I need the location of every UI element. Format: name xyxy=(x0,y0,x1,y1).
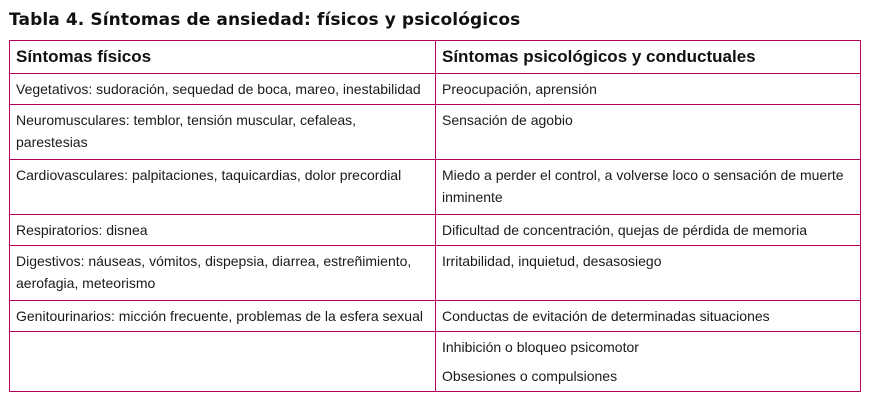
psychological-symptom-cell: Preocupación, aprensión xyxy=(436,74,861,105)
table-row xyxy=(10,160,861,215)
physical-symptom-cell-empty xyxy=(10,332,436,392)
psychological-symptom-cell: Irritabilidad, inquietud, desasosiego xyxy=(436,246,861,301)
psychological-symptom-cell: Miedo a perder el control, a volverse loco o sensación de muerte inminente xyxy=(436,160,861,215)
psychological-symptom-cell xyxy=(436,332,861,392)
psychological-symptom-cell: Sensación de agobio xyxy=(436,105,861,160)
table-row xyxy=(10,246,861,301)
table-row xyxy=(10,332,861,392)
psychological-symptom-line: Obsesiones o compulsiones xyxy=(442,368,618,384)
physical-symptom-cell: Genitourinarios: micción frecuente, problemas de la esfera sexual xyxy=(10,301,436,332)
psychological-symptom-cell: Conductas de evitación de determinadas situaciones xyxy=(436,301,861,332)
table-row xyxy=(10,105,861,160)
psychological-symptom-line: Inhibición o bloqueo psicomotor xyxy=(442,339,639,355)
physical-symptom-cell: Digestivos: náuseas, vómitos, dispepsia, diarrea, estreñimiento, aerofagia, meteorismo xyxy=(10,246,436,301)
symptoms-table xyxy=(9,40,861,392)
physical-symptom-cell: Respiratorios: disnea xyxy=(10,215,436,246)
table-row xyxy=(10,215,861,246)
physical-symptom-cell: Vegetativos: sudoración, sequedad de boca, mareo, inestabilidad xyxy=(10,74,436,105)
header-physical-symptoms: Síntomas físicos xyxy=(10,41,436,74)
header-psychological-symptoms: Síntomas psicológicos y conductuales xyxy=(436,41,861,74)
physical-symptom-cell: Neuromusculares: temblor, tensión muscular, cefaleas, parestesias xyxy=(10,105,436,160)
physical-symptom-cell: Cardiovasculares: palpitaciones, taquicardias, dolor precordial xyxy=(10,160,436,215)
table-caption: Tabla 4. Síntomas de ansiedad: físicos y psicológicos xyxy=(9,10,521,30)
table-header-row xyxy=(10,41,861,74)
table-row xyxy=(10,301,861,332)
psychological-symptom-cell: Dificultad de concentración, quejas de pérdida de memoria xyxy=(436,215,861,246)
table-row xyxy=(10,74,861,105)
